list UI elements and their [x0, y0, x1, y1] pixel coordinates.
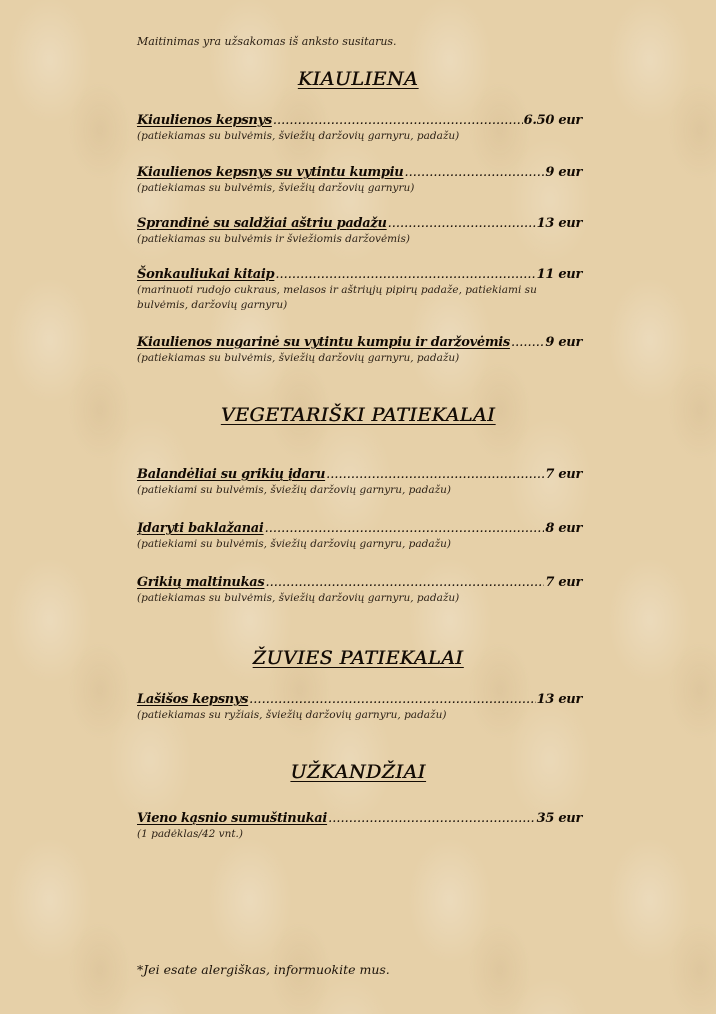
- dot-leader: [249, 692, 535, 707]
- dot-leader: [404, 165, 544, 180]
- item-price: 9 eur: [545, 335, 582, 350]
- item-name: Sprandinė su saldžiai aštriu padažu: [137, 216, 387, 231]
- dot-leader: [265, 521, 545, 536]
- menu-item: [137, 811, 582, 842]
- section-title-kiauliena: KIAULIENA: [297, 68, 419, 90]
- item-description: (patiekiamas su bulvėmis ir šviežiomis daržovėmis): [137, 233, 410, 245]
- dot-leader: [326, 467, 544, 482]
- item-price: 7 eur: [545, 575, 582, 590]
- menu-item: [137, 267, 582, 313]
- dot-leader: [275, 267, 535, 282]
- intro-note: Maitinimas yra užsakomas iš anksto susitarus.: [137, 35, 397, 48]
- item-name: Kiaulienos kepsnys su vytintu kumpiu: [137, 165, 404, 180]
- item-description: (patiekiamas su bulvėmis, šviežių daržovių garnyru, padažu): [137, 352, 460, 364]
- item-description: (1 padėklas/42 vnt.): [137, 828, 243, 840]
- item-price: 7 eur: [545, 467, 582, 482]
- item-name: Šonkauliukai kitaip: [137, 267, 275, 282]
- dot-leader: [273, 113, 523, 128]
- item-name: Balandėliai su grikių įdaru: [137, 467, 326, 482]
- item-description: (patiekiamas su bulvėmis, šviežių daržovių garnyru, padažu): [137, 592, 460, 604]
- item-price: 13 eur: [536, 216, 582, 231]
- item-price: 9 eur: [545, 165, 582, 180]
- dot-leader: [265, 575, 544, 590]
- dot-leader: [511, 335, 544, 350]
- menu-item: [137, 335, 582, 366]
- menu-item: [137, 165, 582, 196]
- item-price: 8 eur: [545, 521, 582, 536]
- section-title-zuvies: ŽUVIES PATIEKALAI: [252, 647, 464, 669]
- item-name: Kiaulienos nugarinė su vytintu kumpiu ir daržovėmis: [137, 335, 510, 350]
- item-description: (patiekiamas su bulvėmis, šviežių daržovių garnyru, padažu): [137, 130, 460, 142]
- menu-item: [137, 575, 582, 606]
- menu-item: [137, 521, 582, 552]
- section-title-vegetariski: VEGETARIŠKI PATIEKALAI: [220, 404, 496, 426]
- item-description: (marinuoti rudojo cukraus, melasos ir aštriųjų pipirų padaže, patiekiami su bulvėmis, daržovių garnyru): [137, 284, 537, 311]
- menu-item: [137, 113, 582, 144]
- item-name: Kiaulienos kepsnys: [137, 113, 272, 128]
- item-description: (patiekiamas su bulvėmis, šviežių daržovių garnyru): [137, 182, 415, 194]
- item-name: Vieno kąsnio sumuštinukai: [137, 811, 328, 826]
- section-title-uzkandziai: UŽKANDŽIAI: [290, 761, 426, 783]
- item-description: (patiekiami su bulvėmis, šviežių daržovių garnyru, padažu): [137, 538, 451, 550]
- item-price: 35 eur: [536, 811, 582, 826]
- menu-item: [137, 216, 582, 247]
- allergy-footnote: *Jei esate alergiškas, informuokite mus.: [137, 962, 390, 977]
- dot-leader: [328, 811, 536, 826]
- menu-item: [137, 692, 582, 723]
- item-description: (patiekiami su bulvėmis, šviežių daržovių garnyru, padažu): [137, 484, 451, 496]
- item-name: Grikių maltinukas: [137, 575, 265, 590]
- item-price: 11 eur: [536, 267, 582, 282]
- item-description: (patiekiamas su ryžiais, šviežių daržovių garnyru, padažu): [137, 709, 447, 721]
- menu-item: [137, 467, 582, 498]
- item-price: 13 eur: [536, 692, 582, 707]
- item-name: Lašišos kepsnys: [137, 692, 249, 707]
- dot-leader: [388, 216, 536, 231]
- item-price: 6.50 eur: [523, 113, 582, 128]
- item-name: Įdaryti baklažanai: [137, 521, 264, 536]
